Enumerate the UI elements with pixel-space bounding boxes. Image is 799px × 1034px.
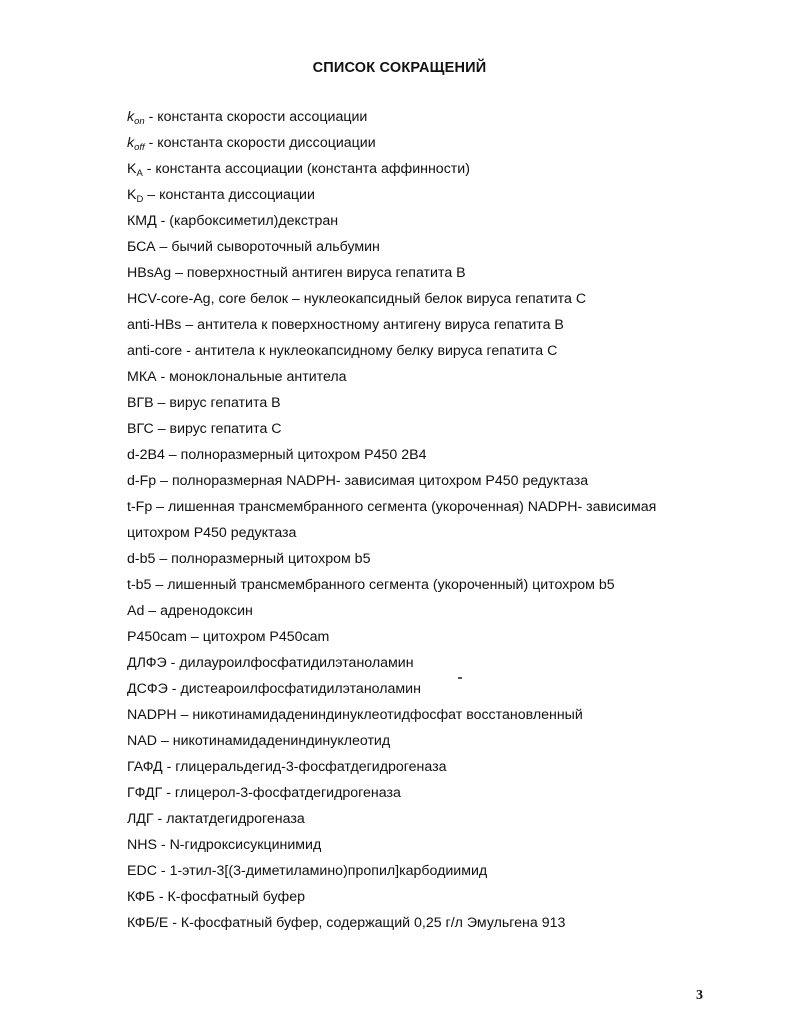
abbreviation-entry-continuation: цитохром Р450 редуктаза [127,525,297,541]
abbreviation-entry-kon [127,104,767,130]
abbreviation-entry: ВГС – вирус гепатита С [127,421,282,437]
abbreviation-subscript: D [136,194,144,205]
abbreviation-entry: КФБ/Е - К-фосфатный буфер, содержащий 0,25 г/л Эмульгена 913 [127,915,566,931]
abbreviation-description: - константа скорости ассоциации [144,109,368,125]
abbreviation-entry: БСА – бычий сывороточный альбумин [127,239,380,255]
abbreviation-entry: HBsAg – поверхностный антиген вируса гепатита В [127,265,466,281]
abbreviation-entry: NAD – никотинамидадениндинуклеотид [127,733,391,749]
abbreviation-entry-kd [127,182,767,208]
page-title: СПИСОК СОКРАЩЕНИЙ [312,60,487,76]
abbreviation-entry: EDC - 1-этил-3[(3-диметиламино)пропил]карбодиимид [127,863,488,879]
abbreviation-entry: d-Fp – полноразмерная NADPH- зависимая цитохром Р450 редуктаза [127,473,589,489]
abbreviation-entry: P450cam – цитохром Р450cam [127,629,330,645]
abbreviation-subscript: on [134,116,145,127]
abbreviation-entry: HCV-core-Ag, core белок – нуклеокапсидный белок вируса гепатита С [127,291,587,307]
abbreviation-entry-ka [127,156,767,182]
abbreviation-entry: t-Fp – лишенная трансмембранного сегмента (укороченная) NADPH- зависимая [127,499,657,515]
page-number: 3 [696,988,703,1003]
abbreviation-entry: Ad – адренодоксин [127,603,253,619]
abbreviation-entry: NHS - N-гидроксисукцинимид [127,837,322,853]
abbreviation-description: - константа ассоциации (константа аффинности) [142,161,470,177]
abbreviation-entry: ДЛФЭ - дилауроилфосфатидилэтаноламин [127,655,414,671]
abbreviation-subscript: A [136,168,143,179]
abbreviation-entry: t-b5 – лишенный трансмембранного сегмента (укороченный) цитохром b5 [127,577,615,593]
abbreviation-entry: МКА - моноклональные антитела [127,369,347,385]
abbreviation-entry-koff [127,130,767,156]
scan-speck [458,677,462,679]
abbreviation-entry: КМД - (карбоксиметил)декстран [127,213,339,229]
abbreviation-symbol: K [127,161,137,177]
abbreviation-entry: ГАФД - глицеральдегид-3-фосфатдегидрогеназа [127,759,447,775]
abbreviation-entry: d-2B4 – полноразмерный цитохром Р450 2В4 [127,447,427,463]
abbreviation-symbol: K [127,187,137,203]
abbreviation-description: – константа диссоциации [143,187,315,203]
abbreviation-entry: ДСФЭ - дистеароилфосфатидилэтаноламин [127,681,421,697]
abbreviation-entry: NADPH – никотинамидадениндинуклеотидфосфат восстановленный [127,707,583,723]
abbreviation-entry: ВГВ – вирус гепатита В [127,395,281,411]
abbreviation-entry: anti-core - антитела к нуклеокапсидному белку вируса гепатита С [127,343,558,359]
abbreviation-entry: d-b5 – полноразмерный цитохром b5 [127,551,371,567]
abbreviation-symbol: k [127,135,135,151]
abbreviation-entry: ЛДГ - лактатдегидрогеназа [127,811,305,827]
abbreviation-entry: anti-HBs – антитела к поверхностному антигену вируса гепатита В [127,317,564,333]
abbreviation-subscript: off [134,142,145,153]
abbreviation-symbol: k [127,109,135,125]
abbreviation-entry: ГФДГ - глицерол-3-фосфатдегидрогеназа [127,785,401,801]
abbreviation-description: - константа скорости диссоциации [144,135,376,151]
abbreviation-entry: КФБ - К-фосфатный буфер [127,889,305,905]
abbreviation-list [127,104,767,936]
